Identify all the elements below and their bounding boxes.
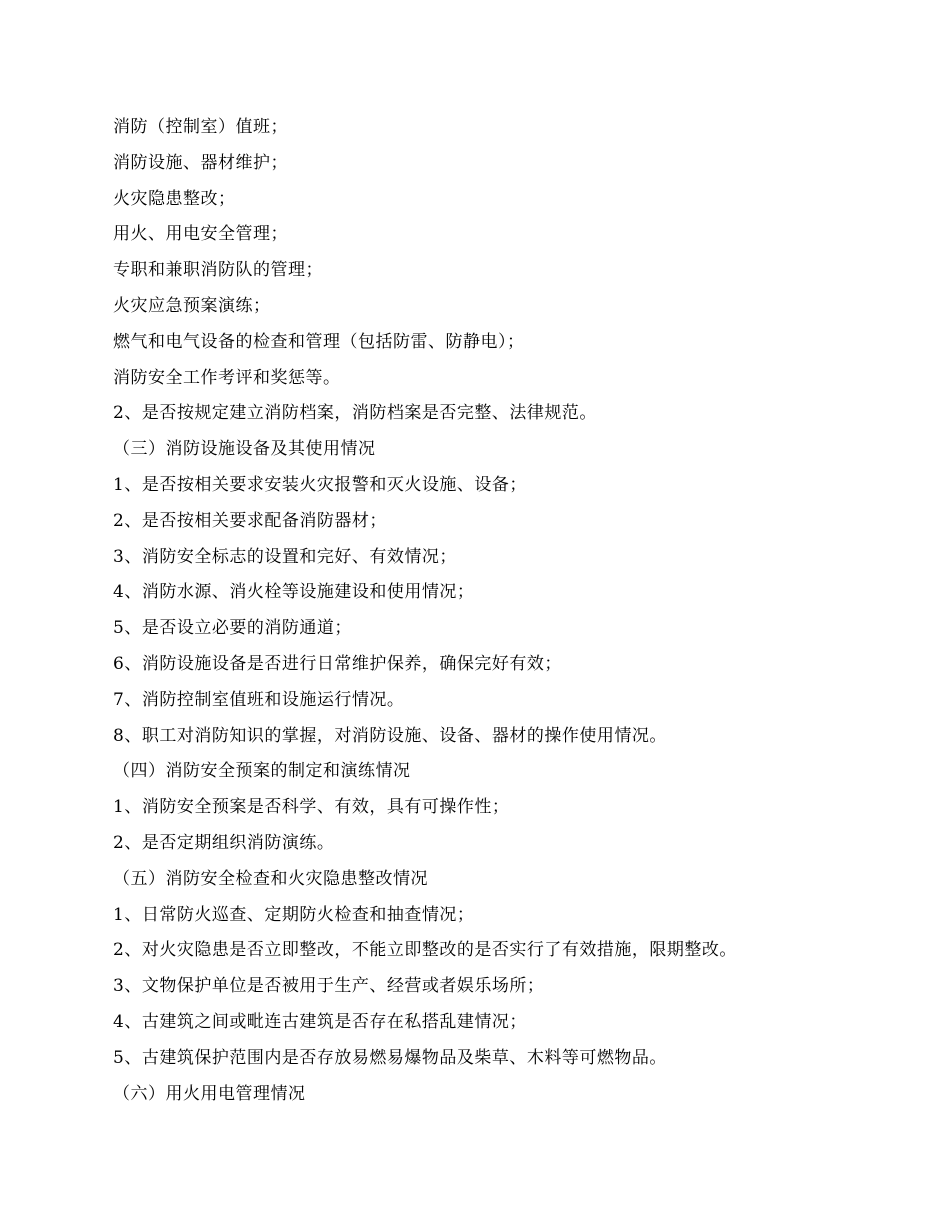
section-heading: （五）消防安全检查和火灾隐患整改情况 bbox=[113, 868, 428, 889]
text-line: 3、文物保护单位是否被用于生产、经营或者娱乐场所； bbox=[113, 976, 545, 997]
text-line: 火灾应急预案演练； bbox=[113, 295, 271, 316]
section-heading: （四）消防安全预案的制定和演练情况 bbox=[113, 761, 411, 782]
text-line: 5、古建筑保护范围内是否存放易燃易爆物品及柴草、木料等可燃物品。 bbox=[113, 1047, 667, 1068]
text-line: 2、是否按规定建立消防档案，消防档案是否完整、法律规范。 bbox=[113, 403, 597, 424]
text-line: 5、是否设立必要的消防通道； bbox=[113, 618, 352, 639]
text-line: 2、是否定期组织消防演练。 bbox=[113, 832, 335, 853]
text-line: 4、消防水源、消火栓等设施建设和使用情况； bbox=[113, 582, 475, 603]
text-line: 专职和兼职消防队的管理； bbox=[113, 260, 323, 281]
text-line: 2、对火灾隐患是否立即整改，不能立即整改的是否实行了有效措施，限期整改。 bbox=[113, 940, 737, 961]
text-line: 1、消防安全预案是否科学、有效，具有可操作性； bbox=[113, 797, 510, 818]
text-line: 4、古建筑之间或毗连古建筑是否存在私搭乱建情况； bbox=[113, 1011, 527, 1032]
section-heading: （三）消防设施设备及其使用情况 bbox=[113, 439, 376, 460]
section-heading: （六）用火用电管理情况 bbox=[113, 1083, 306, 1104]
document-body bbox=[113, 110, 893, 1112]
text-line: 6、消防设施设备是否进行日常维护保养，确保完好有效； bbox=[113, 653, 562, 674]
text-line: 火灾隐患整改； bbox=[113, 188, 236, 209]
text-line: 消防（控制室）值班； bbox=[113, 117, 288, 137]
text-line: 用火、用电安全管理； bbox=[113, 224, 288, 245]
text-line: 消防安全工作考评和奖惩等。 bbox=[113, 367, 341, 388]
text-line: 2、是否按相关要求配备消防器材； bbox=[113, 510, 387, 531]
text-line: 消防设施、器材维护； bbox=[113, 152, 288, 173]
text-line: 1、日常防火巡查、定期防火检查和抽查情况； bbox=[113, 904, 475, 925]
text-line: 7、消防控制室值班和设施运行情况。 bbox=[113, 689, 405, 710]
text-line: 燃气和电气设备的检查和管理（包括防雷、防静电）； bbox=[113, 331, 525, 352]
text-line: 1、是否按相关要求安装火灾报警和灭火设施、设备； bbox=[113, 474, 527, 495]
text-line: 3、消防安全标志的设置和完好、有效情况； bbox=[113, 546, 457, 567]
text-line: 8、职工对消防知识的掌握，对消防设施、设备、器材的操作使用情况。 bbox=[113, 725, 667, 746]
